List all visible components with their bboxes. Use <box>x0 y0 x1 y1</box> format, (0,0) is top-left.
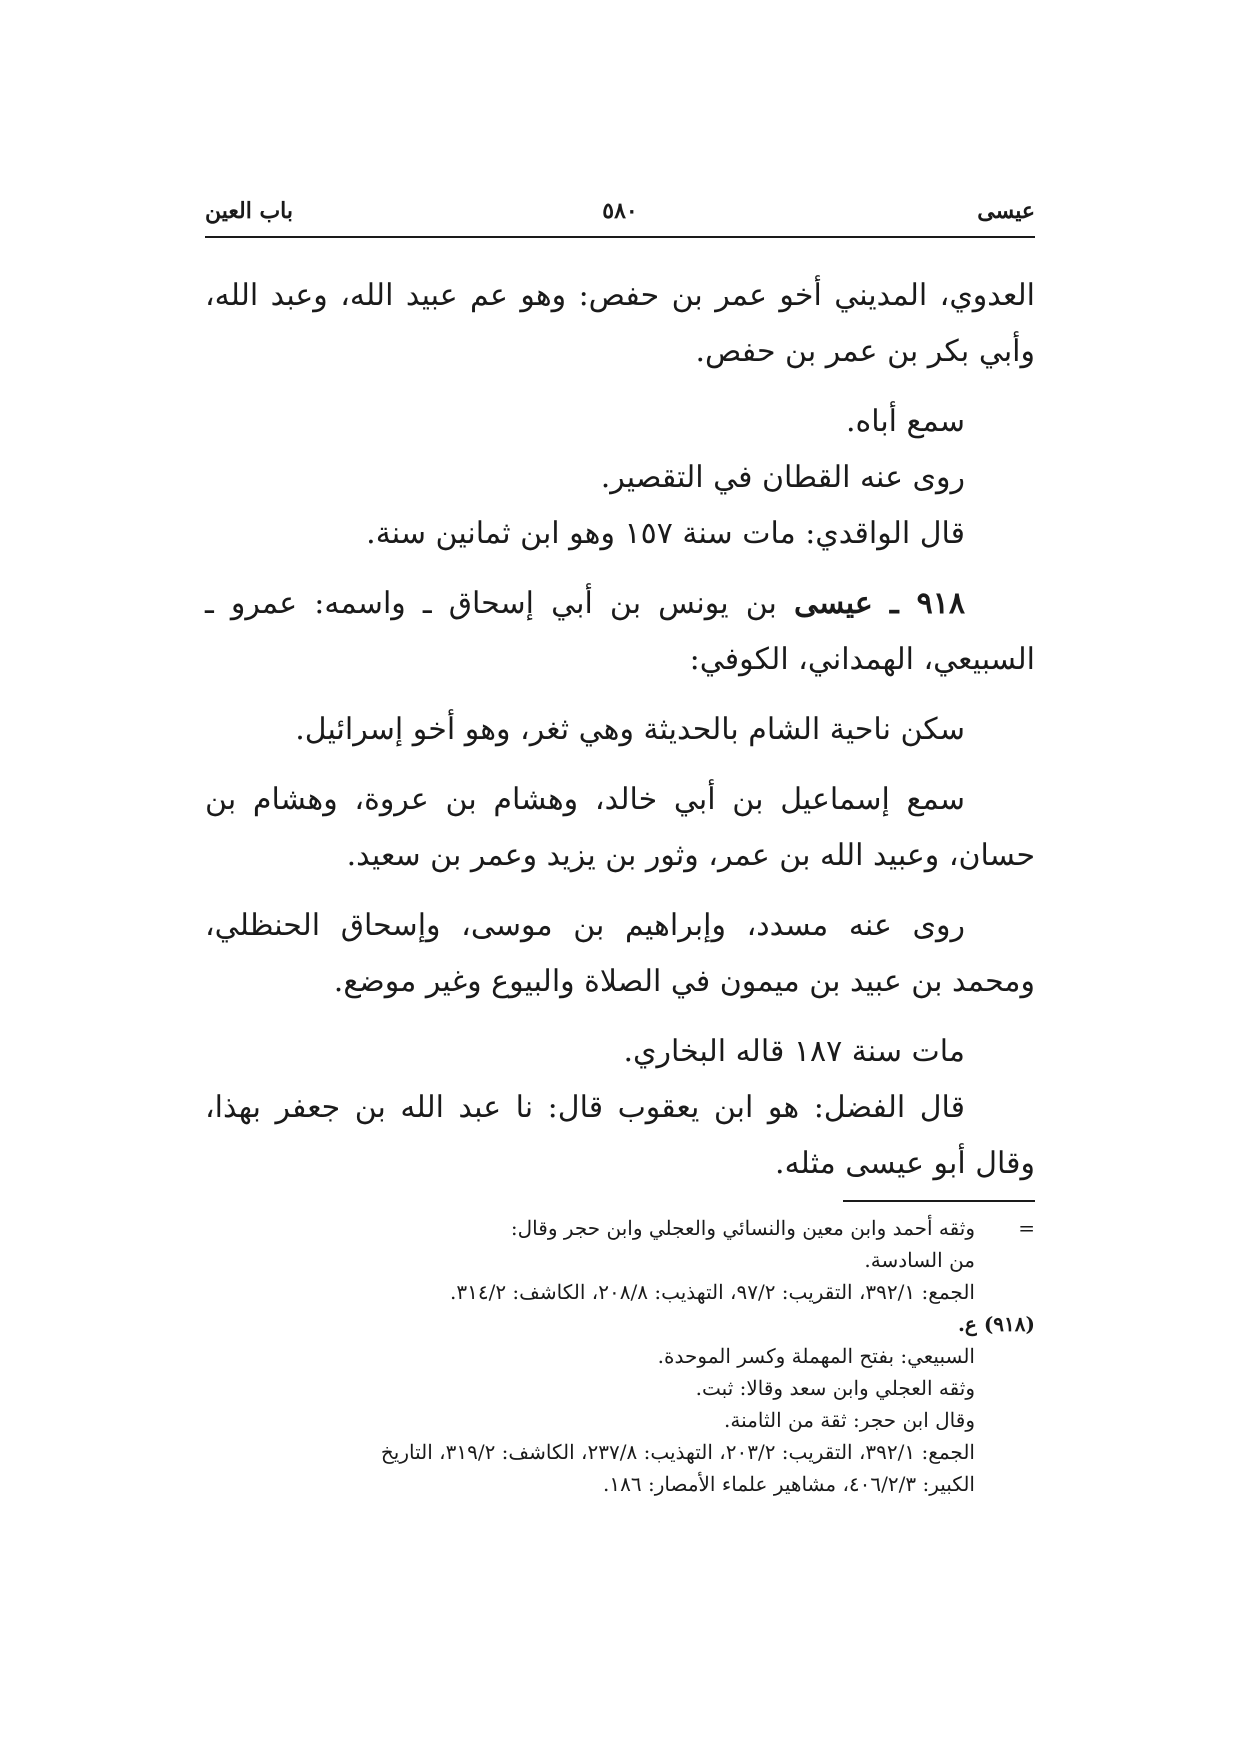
entry-918-heading <box>205 576 1035 688</box>
entry-name: عيسى <box>794 586 873 621</box>
footnote-line: الجمع: ٣٩٢/١، التقريب: ٩٧/٢، التهذيب: ٢٠٨/٨، الكاشف: ٣١٤/٢. <box>450 1280 975 1304</box>
footnote-line: من السادسة. <box>864 1248 975 1272</box>
paragraph-9: مات سنة ١٨٧ قاله البخاري. <box>623 1034 965 1069</box>
footnote-reference: (٩١٨) ع. <box>957 1312 1035 1336</box>
running-header <box>205 198 1035 232</box>
page-number: ٥٨٠ <box>602 198 638 224</box>
paragraph-6: سكن ناحية الشام بالحديثة وهي ثغر، وهو أخو إسرائيل. <box>295 712 965 747</box>
footnote-line: الكبير: ٤٠٦/٢/٣، مشاهير علماء الأمصار: ١٨٦. <box>603 1472 975 1496</box>
paragraph-2: سمع أباه. <box>845 404 965 439</box>
header-chapter-title: باب العين <box>205 198 294 224</box>
footnote-line: وقال ابن حجر: ثقة من الثامنة. <box>724 1408 975 1432</box>
continuation-mark: = <box>1018 1216 1035 1240</box>
footnote-line: الجمع: ٣٩٢/١، التقريب: ٢٠٣/٢، التهذيب: ٢٣٧/٨، الكاشف: ٣١٩/٢، التاريخ <box>380 1440 975 1464</box>
paragraph-8: روى عنه مسدد، وإبراهيم بن موسى، وإسحاق الحنظلي، ومحمد بن عبيد بن ميمون في الصلاة والبيوع وغير موضع. <box>205 908 1035 999</box>
main-text <box>205 268 1035 1206</box>
paragraph-10: قال الفضل: هو ابن يعقوب قال: نا عبد الله بن جعفر بهذا، وقال أبو عيسى مثله. <box>205 1090 1035 1181</box>
header-entry-name: عيسى <box>977 198 1035 224</box>
paragraph-7: سمع إسماعيل بن أبي خالد، وهشام بن عروة، وهشام بن حسان، وعبيد الله بن عمر، وثور بن يزيد وعمر بن سعيد. <box>205 782 1035 873</box>
footnote-line: السبيعي: بفتح المهملة وكسر الموحدة. <box>657 1344 975 1368</box>
footnotes <box>205 1212 1035 1500</box>
paragraph-4: قال الواقدي: مات سنة ١٥٧ وهو ابن ثمانين سنة. <box>366 516 965 551</box>
header-divider <box>205 236 1035 238</box>
footnote-divider <box>843 1200 1035 1202</box>
paragraph-3: روى عنه القطان في التقصير. <box>600 460 965 495</box>
entry-number: ٩١٨ ـ <box>889 586 965 621</box>
paragraph-1: العدوي، المديني أخو عمر بن حفص: وهو عم عبيد الله، وعبد الله، وأبي بكر بن عمر بن حفص. <box>205 278 1035 369</box>
footnote-line: وثقه أحمد وابن معين والنسائي والعجلي وابن حجر وقال: <box>510 1216 975 1240</box>
entry-lineage: بن يونس بن أبي إسحاق ـ واسمه: عمرو ـ السبيعي، الهمداني، الكوفي: <box>205 586 1035 677</box>
footnote-line: وثقه العجلي وابن سعد وقالا: ثبت. <box>695 1376 975 1400</box>
